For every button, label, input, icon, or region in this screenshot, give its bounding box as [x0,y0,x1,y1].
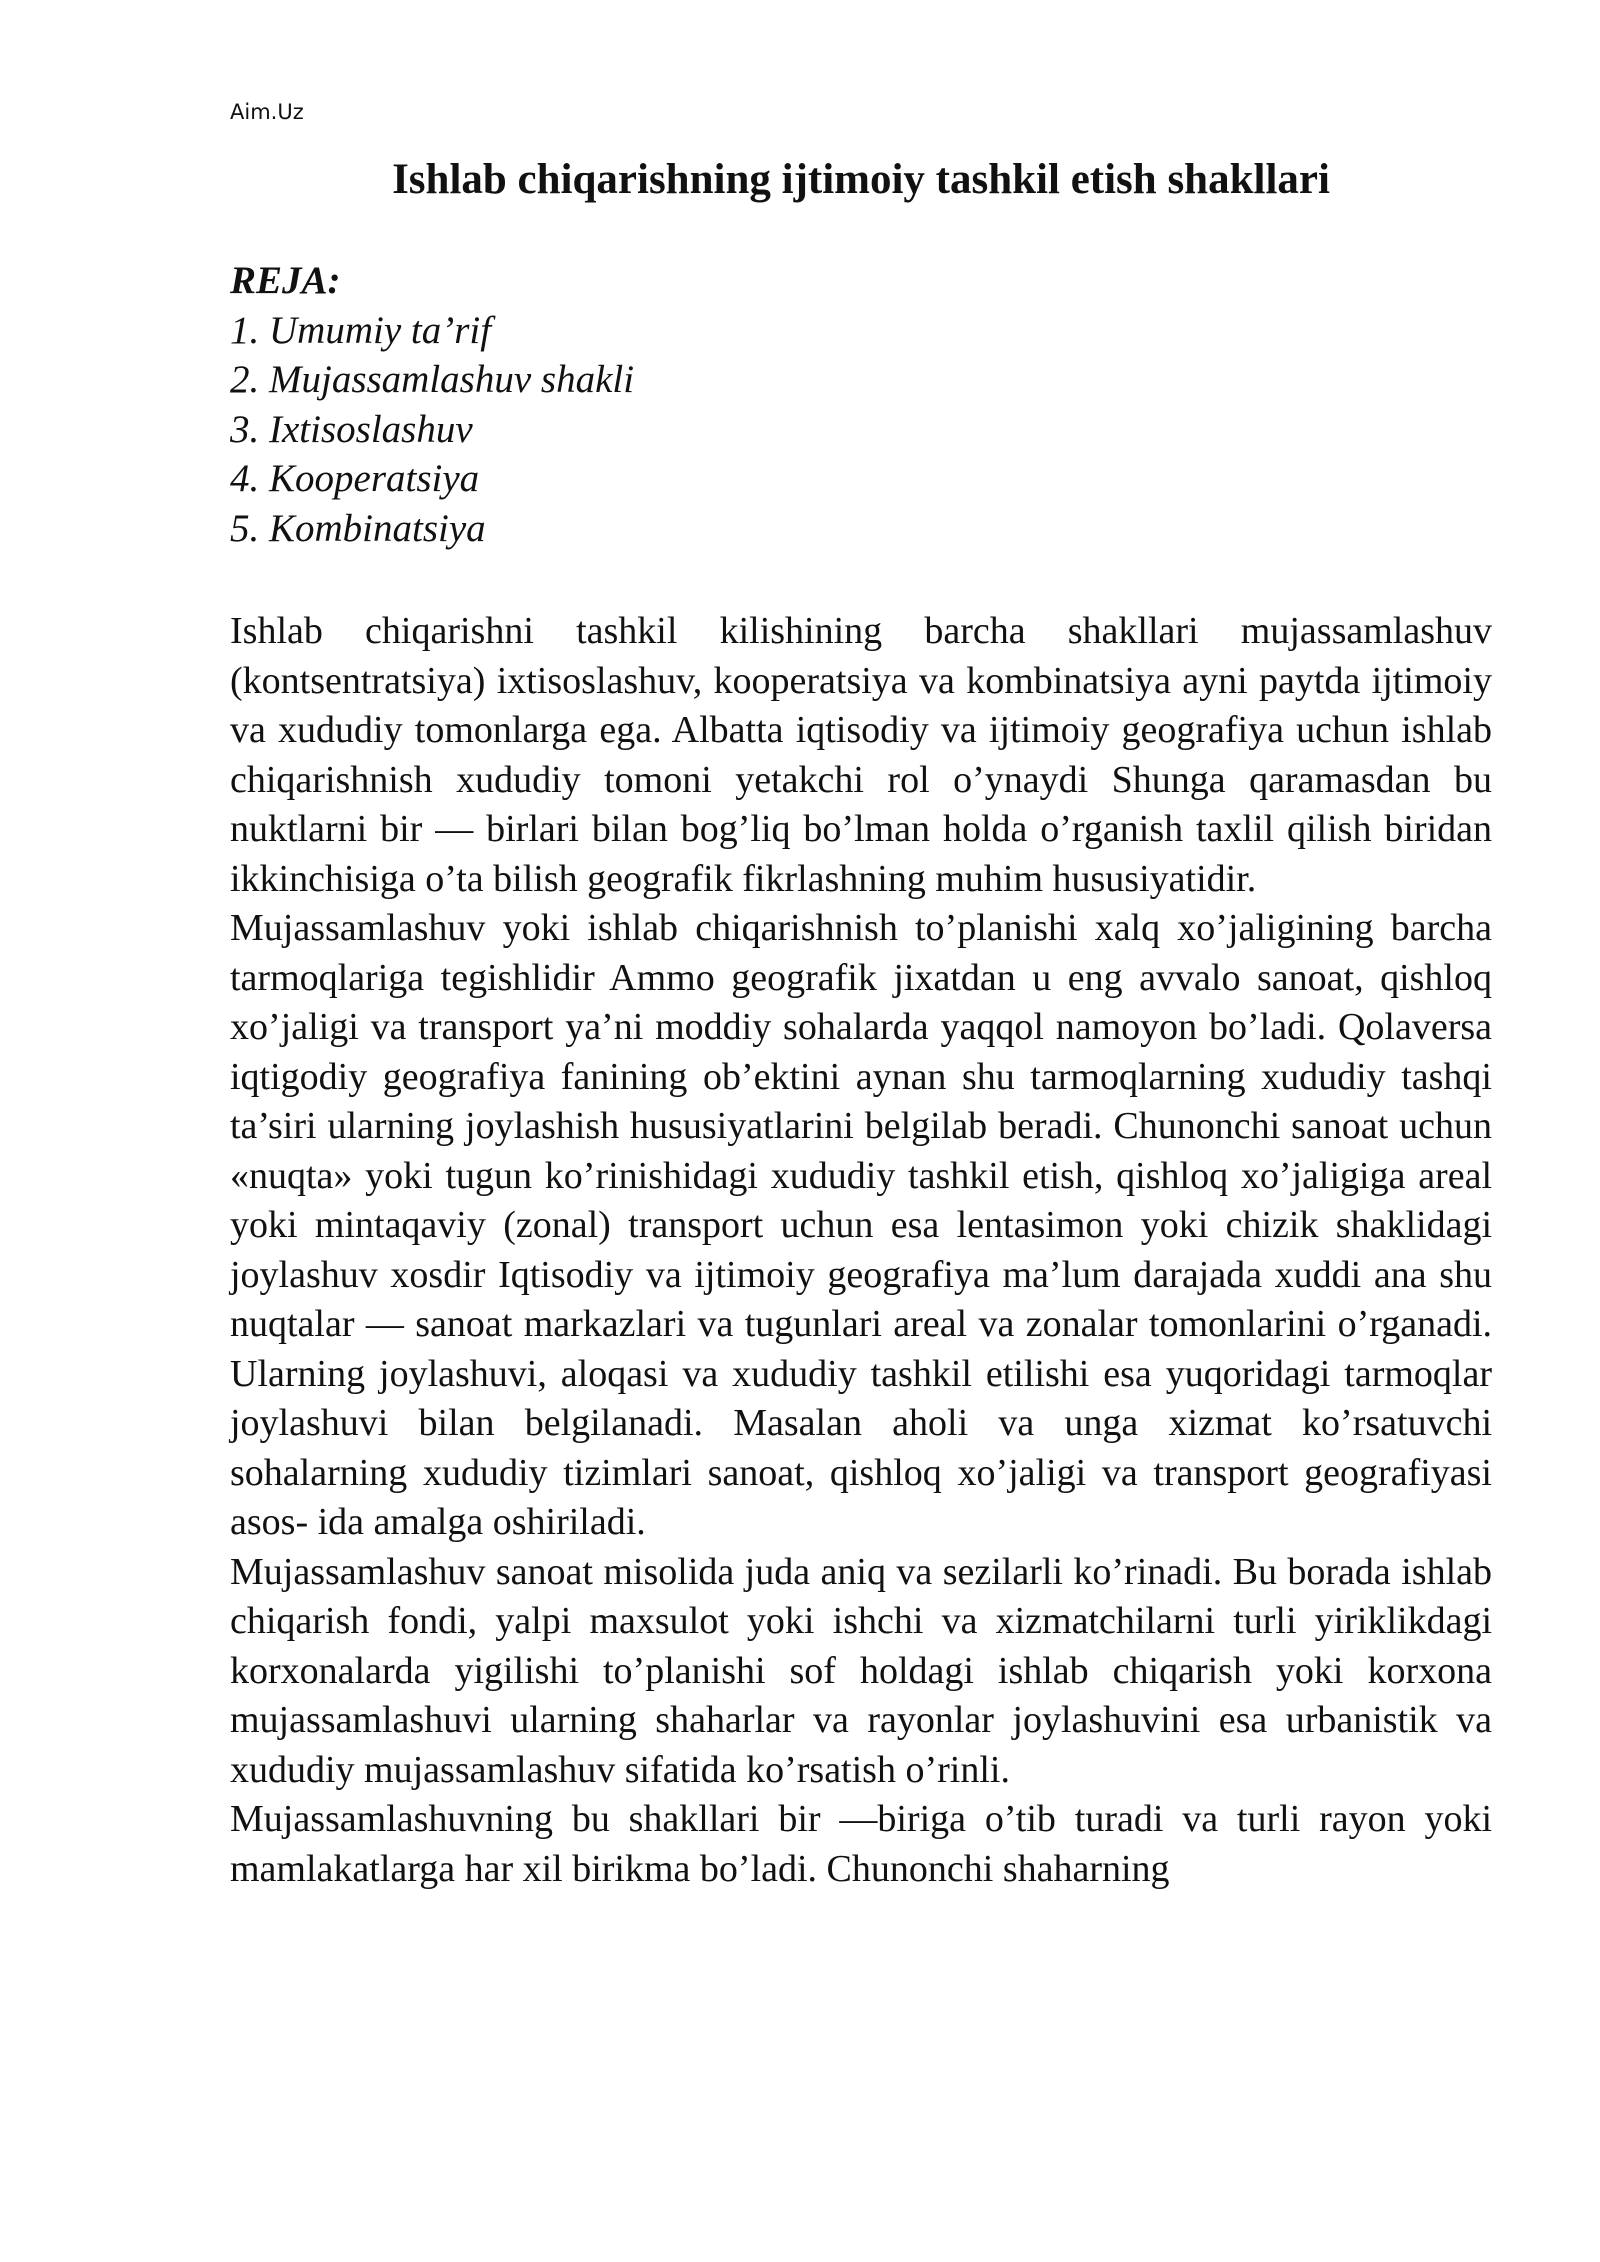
plan-item: 1. Umumiy ta’rif [230,308,492,352]
plan-item: 3. Ixtisoslashuv [230,407,473,451]
plan-item: 4. Kooperatsiya [230,457,480,500]
document-title: Ishlab chiqarishning ijtimoiy tashkil etish shakllari [392,156,1330,203]
body-paragraph: Mujassamlashuv yoki ishlab chiqarishnish to’planishi xalq xo’jaligining barcha tarmoqlariga tegishlidir Ammo geografik jixatdan u eng avvalo sanoat, qishloq xo’jaligi va transport ya’ni moddiy sohalarda yaqqol namoyon bo’ladi. Qolaversa iqtigodiy geografiya fanining ob’ektini aynan shu tarmoqlarning xududiy tashqi ta’siri ularning joylashish hususiyatlarini belgilab beradi. Chunonchi sanoat uchun «nuqta» yoki tugun ko’rinishidagi xududiy tashkil etish, qishloq xo’jaligiga areal yoki mintaqaviy (zonal) transport uchun esa lentasimon yoki chizik shaklidagi joylashuv xosdir Iqtisodiy va ijtimoiy geografiya ma’lum darajada xuddi ana shu nuqtalar — sanoat markazlari va tugunlari areal va zonalar tomonlarini o’rganadi. Ularning joylashuvi, aloqasi va xududiy tashkil etilishi esa yuqoridagi tarmoqlar joylashuvi bilan belgilanadi. Masalan aholi va unga xizmat ko’rsatuvchi sohalarning xududiy tizimlari sanoat, qishloq xo’jaligi va transport geografiyasi asos- ida amalga oshiriladi. [230,907,1492,1543]
plan-heading: REJA: [230,259,341,302]
site-watermark: Aim.Uz [230,100,304,124]
plan-list [230,306,1492,554]
body-paragraph: Mujassamlashuvning bu shakllari bir —biriga o’tib turadi va turli rayon yoki mamlakatlarga har xil birikma bo’ladi. Chunonchi shaharning [230,1798,1492,1890]
plan-section [230,256,1492,553]
body-paragraph: Ishlab chiqarishni tashkil kilishining barcha shakllari mujassamlashuv (kontsentratsiya) ixtisoslashuv, kooperatsiya va kombinatsiya ayni paytda ijtimoiy va xududiy tomonlarga ega. Albatta iqtisodiy va ijtimoiy geografiya uchun ishlab chiqarishnish xududiy tomoni yetakchi rol o’ynaydi Shunga qaramasdan bu nuktlarni bir — birlari bilan bog’liq bo’lman holda o’rganish taxlil qilish biridan ikkinchisiga o’ta bilish geografik fikrlashning muhim hususiyatidir. [230,610,1492,900]
body-paragraph: Mujassamlashuv sanoat misolida juda aniq va sezilarli ko’rinadi. Bu borada ishlab chiqarish fondi, yalpi maxsulot yoki ishchi va xizmatchilarni turli yiriklikdagi korxonalarda yigilishi to’planishi sof holdagi ishlab chiqarish yoki korxona mujassamlashuvi ularning shaharlar va rayonlar joylashuvini esa urbanistik va xududiy mujassamlashuv sifatida ko’rsatish o’rinli. [230,1550,1492,1791]
document-body [230,607,1492,1894]
plan-item: 2. Mujassamlashuv shakli [230,358,635,401]
plan-item: 5. Kombinatsiya [230,506,486,550]
